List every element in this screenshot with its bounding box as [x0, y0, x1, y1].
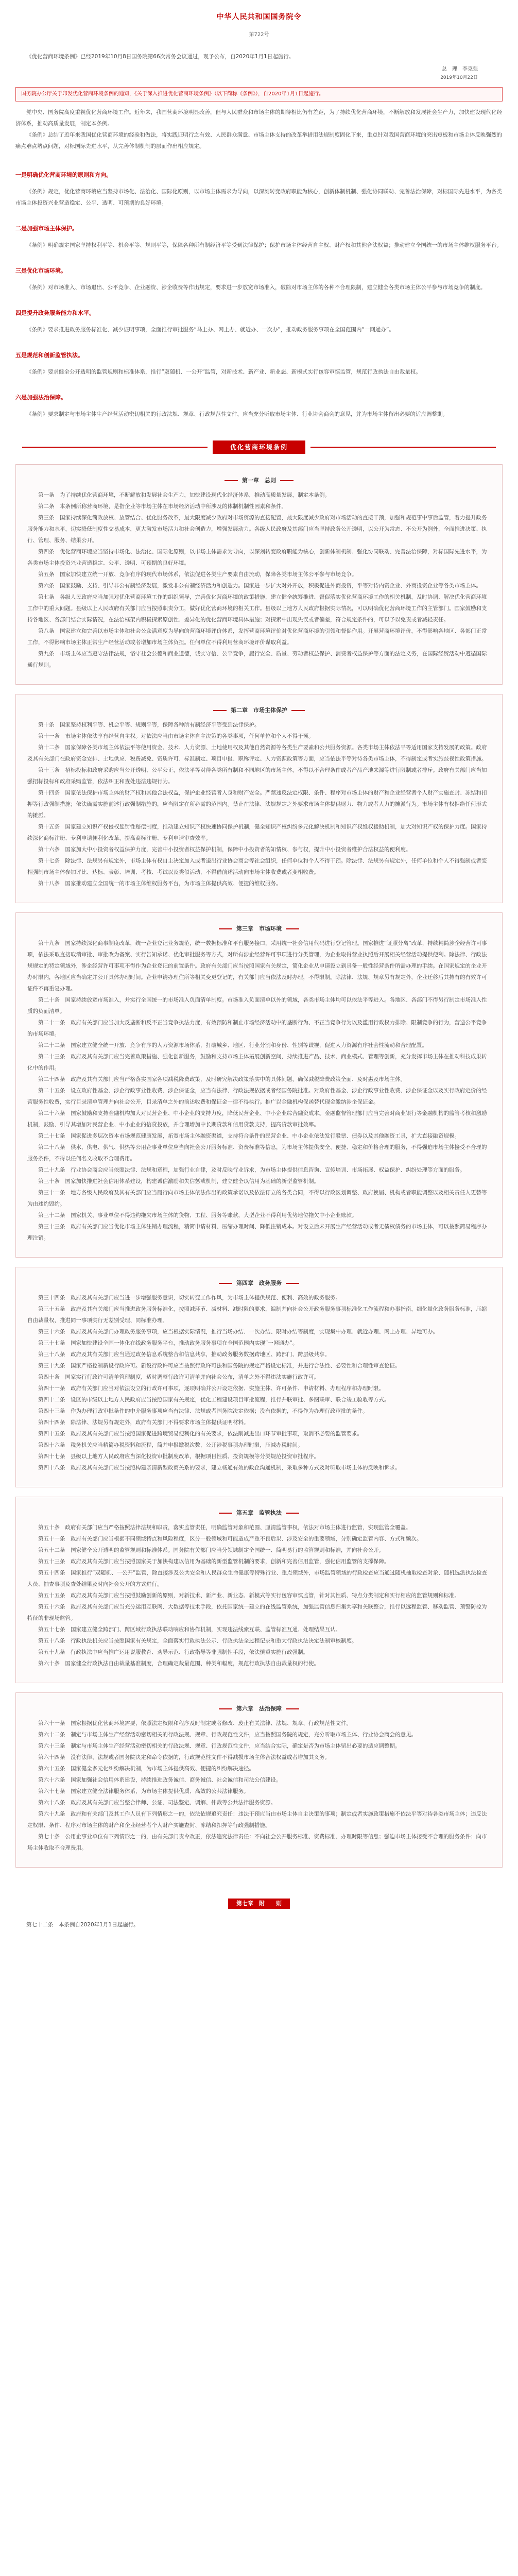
heading-dash-right — [286, 1708, 299, 1709]
heading-dash-left — [219, 928, 232, 929]
article-paragraph: 第五十五条 政府及其有关部门应当按照鼓励创新的原则，对新技术、新产业、新业态、新模式等实行包容审慎监管，针对其性质、特点分类制定和实行相应的监管规则和标准。 — [38, 1592, 460, 1599]
highlight-heading: 四是提升政务服务能力和水平。 — [15, 310, 95, 316]
heading-dash-right — [286, 928, 299, 929]
chapters-container — [15, 464, 503, 1868]
chapter-heading — [27, 706, 491, 714]
article-paragraph: 第四十八条 政府及其有关部门应当按照构建亲清新型政商关系的要求，建立畅通有效的政企沟通机制，采取多种方式及时听取市场主体的反映和诉求。 — [38, 1465, 401, 1471]
highlight-text: 《条例》要求健全公开透明的监管规则和标准体系，推行“双随机、一公开”监管，对新技术、新产业、新业态、新模式实行包容审慎监管，规范行政执法自由裁量权。 — [26, 369, 421, 375]
chapter-section — [15, 464, 503, 685]
article-paragraph: 第四十六条 税务机关应当精简办税资料和流程，简并申报缴税次数，公开涉税事项办理时限，压减办税时间。 — [38, 1442, 303, 1448]
highlight-heading: 一是明确优化营商环境的原则和方向。 — [15, 172, 112, 178]
article-paragraph: 第六十四条 没有法律、法规或者国务院决定和命令依据的，行政规范性文件不得减损市场主体合法权益或者增加其义务。 — [38, 1754, 330, 1760]
article-paragraph: 第六十五条 国家健全多元化纠纷解决机制，为市场主体提供高效、便捷的纠纷解决途径。 — [38, 1766, 254, 1772]
article-paragraph: 第二十五条 设立政府性基金、涉企行政事业性收费、涉企保证金，应当有法律、行政法规依据或者经国务院批准。对政府性基金、涉企行政事业性收费、涉企保证金以及实行政府定价的经营服务性收费，实行目录清单管理并向社会公开，目录清单之外的前述收费和保证金一律不得执行。推广以金融机构保函替代现金缴纳涉企保证金。 — [27, 1088, 487, 1105]
chapter-title: 第四章 政务服务 — [236, 1280, 282, 1286]
article-paragraph: 第五十九条 行政执法中应当推广运用说服教育、劝导示范、行政指导等非强制性手段，依法慎重实施行政强制。 — [38, 1649, 308, 1655]
highlight-text: 《条例》明确规定国家坚持权利平等、机会平等、规则平等，保障各种所有制经济平等受到法律保护；保护市场主体经营自主权、财产权和其他合法权益；推动建立全国统一的市场主体维权服务平台。 — [26, 242, 502, 248]
article-paragraph: 第五条 国家加快建立统一开放、竞争有序的现代市场体系，依法促进各类生产要素自由流动，保障各类市场主体公平参与市场竞争。 — [38, 571, 357, 578]
article-paragraph: 第三十一条 地方各级人民政府及其有关部门应当履行向市场主体依法作出的政策承诺以及依法订立的各类合同，不得以行政区划调整、政府换届、机构或者职能调整以及相关责任人更替等为由违约毁约。 — [27, 1190, 487, 1207]
article-paragraph: 第三十五条 政府及其有关部门应当推进政务服务标准化，按照减环节、减材料、减时限的要求，编制并向社会公开政务服务事项标准化工作流程和办事指南，细化量化政务服务标准，压缩自由裁量权，推进同一事项实行无差别受理、同标准办理。 — [27, 1306, 487, 1324]
article-paragraph: 第五十八条 行政执法机关应当按照国家有关规定，全面落实行政执法公示、行政执法全过程记录和重大行政执法决定法制审核制度。 — [38, 1638, 357, 1644]
chapter-section — [15, 1267, 503, 1487]
highlight-text: 《条例》规定，优化营商环境应当坚持市场化、法治化、国际化原则，以市场主体需求为导向，以深刻转变政府职能为核心，创新体制机制、强化协同联动、完善法治保障，对标国际先进水平，为各类市场主体投资兴业营造稳定、公平、透明、可预期的良好环境。 — [15, 189, 502, 206]
article-paragraph: 第六十一条 国家根据优化营商环境需要，依照法定权限和程序及时制定或者修改、废止有关法律、法规、规章、行政规范性文件。 — [38, 1720, 352, 1726]
intro-paragraphs — [15, 107, 503, 152]
article-paragraph: 第二十二条 国家建立健全统一开放、竞争有序的人力资源市场体系，打破城乡、地区、行业分割和身份、性别等歧视，促进人力资源有序社会性流动和合理配置。 — [38, 1042, 427, 1048]
article-paragraph: 第六十八条 政府及其有关部门应当整合律师、公证、司法鉴定、调解、仲裁等公共法律服务资源。 — [38, 1800, 276, 1806]
signature-title: 总 理 李克强 — [442, 66, 478, 72]
article-paragraph: 第六十七条 国家建立健全法律服务体系，为市场主体提供优质、高效的公共法律服务。 — [38, 1788, 249, 1794]
order-number: 第722号 — [249, 32, 269, 38]
chapter-section — [15, 1692, 503, 1868]
article-paragraph: 第三十九条 国家严格控制新设行政许可。新设行政许可应当按照行政许可法和国务院的规定严格设定标准，并进行合法性、必要性和合理性审查论证。 — [38, 1363, 401, 1369]
heading-dash-right — [286, 1283, 299, 1284]
highlight-heading: 六是加强法治保障。 — [15, 394, 66, 401]
article-paragraph: 第五十六条 政府及其有关部门应当充分运用互联网、大数据等技术手段，依托国家统一建立的在线监管系统，加强监管信息归集共享和关联整合，推行以远程监管、移动监管、预警防控为特征的非现场监管。 — [27, 1604, 487, 1621]
banner-rule-right — [310, 447, 496, 448]
article-paragraph: 第四条 优化营商环境应当坚持市场化、法治化、国际化原则，以市场主体需求为导向，以深刻转变政府职能为核心，创新体制机制、强化协同联动、完善法治保障，对标国际先进水平，为各类市场主体投资兴业营造稳定、公平、透明、可预期的良好环境。 — [27, 549, 487, 566]
article-paragraph: 第三十四条 政府及其有关部门应当进一步增强服务意识，切实转变工作作风，为市场主体提供规范、便利、高效的政务服务。 — [38, 1295, 341, 1301]
article-paragraph: 第二条 本条例所称营商环境，是指企业等市场主体在市场经济活动中所涉及的体制机制性因素和条件。 — [38, 503, 287, 510]
article-paragraph: 第二十三条 政府及其有关部门应当完善政策措施、强化创新服务，鼓励和支持市场主体拓展创新空间，持续推进产品、技术、商业模式、管理等创新，充分发挥市场主体在推动科技成果转化中的作用。 — [27, 1054, 487, 1071]
intro-paragraph: 党中央、国务院高度重视优化营商环境工作。近年来，我国营商环境明显改善，但与人民群众和市场主体的期待相比仍有差距，为了持续优化营商环境，不断解放和发展社会生产力，加快建设现代化经济体系，推动高质量发展，制定本条例。 — [15, 109, 502, 127]
heading-dash-left — [219, 1283, 232, 1284]
article-paragraph: 第二十七条 国家促进多层次资本市场规范健康发展，拓宽市场主体融资渠道，支持符合条件的民营企业、中小企业依法发行股票、债券以及其他融资工具，扩大直接融资规模。 — [38, 1133, 460, 1139]
article-paragraph: 第五十三条 政府及其有关部门应当按照国家关于加快构建以信用为基础的新型监管机制的要求，创新和完善信用监管，强化信用监管的支撑保障。 — [38, 1558, 390, 1565]
article-paragraph: 第二十四条 政府及其有关部门应当严格落实国家各项减税降费政策，及时研究解决政策落实中的具体问题，确保减税降费政策全面、及时惠及市场主体。 — [38, 1076, 406, 1082]
article-paragraph: 第三十条 国家加快推进社会信用体系建设，构建诚信激励和失信惩戒机制，建立健全以信用为基础的新型监管机制。 — [38, 1178, 319, 1184]
article-paragraph: 第四十一条 政府有关部门应当对依法设立的行政许可事项，逐项明确并公开设定依据、实施主体、许可条件、申请材料、办理程序和办理时限。 — [38, 1385, 384, 1392]
article-paragraph: 第七条 各级人民政府应当加强对优化营商环境工作的组织领导，完善优化营商环境的政策措施，建立健全统筹推进、督促落实优化营商环境工作的相关机制，及时协调、解决优化营商环境工作中的重大问题。县级以上人民政府有关部门应当按照职责分工，做好优化营商环境的相关工作。县级以上地方人民政府根据实际情况，可以明确优化营商环境工作的主管部门。国家鼓励和支持各地区、各部门结合实际情况，在法治框架内积极探索原创性、差异化的优化营商环境具体措施；对探索中出现失误或者偏差，符合规定条件的，可以予以免责或者减轻责任。 — [27, 594, 487, 623]
article-paragraph: 第十五条 国家建立知识产权侵权惩罚性赔偿制度，推动建立知识产权快速协同保护机制，健全知识产权纠纷多元化解决机制和知识产权维权援助机制，加大对知识产权的保护力度。国家持续深化商标注册、专利申请便利化改革，提高商标注册、专利申请审查效率。 — [27, 824, 487, 841]
article-paragraph: 第十九条 国家持续深化商事制度改革，统一企业登记业务规范，统一数据标准和平台服务接口，采用统一社会信用代码进行登记管理。国家推进“证照分离”改革，持续精简涉企经营许可事项，依法采取直接取消审批、审批改为备案、实行告知承诺、优化审批服务等方式，对所有涉企经营许可事项进行分类管理，为企业取得营业执照后开展相关经营活动提供便利。除法律、行政法规规定的特定领域外，涉企经营许可事项不得作为企业登记的前置条件。政府有关部门应当按照国家有关规定，简化企业从申请设立到具备一般性经营条件所需办理的手续。在国家规定的企业开办时限内，各地区应当确定并公开具体办理时间。企业申请办理住所等相关变更登记的，有关部门应当依法及时办理，不得限制。除法律、法规、规章另有规定外，企业迁移后其持有的有效许可证件不再重复办理。 — [27, 940, 487, 992]
chapter-section — [15, 694, 503, 903]
banner-label: 优化营商环境条例 — [230, 444, 288, 451]
article-paragraph: 第三十八条 政府及其有关部门应当通过政务信息系统整合和信息共享，推动政务服务数据跨地区、跨部门、跨层级共享。 — [38, 1351, 330, 1358]
highlights-section — [15, 171, 503, 420]
article-paragraph: 第二十条 国家持续放宽市场准入，并实行全国统一的市场准入负面清单制度。市场准入负面清单以外的领域，各类市场主体均可以依法平等进入。各地区、各部门不得另行制定市场准入性质的负面清单。 — [27, 997, 487, 1014]
article-paragraph: 第三十六条 政府及其有关部门办理政务服务事项，应当根据实际情况，推行当场办结、一次办结、限时办结等制度，实现集中办理、就近办理、网上办理、异地可办。 — [38, 1329, 438, 1335]
article-paragraph: 第六十条 国家健全行政执法自由裁量基准制度，合理确定裁量范围、种类和幅度，规范行政执法自由裁量权的行使。 — [38, 1660, 319, 1667]
article-paragraph: 第三十三条 政府有关部门应当优化市场主体注销办理流程，精简申请材料、压缩办理时间、降低注销成本。对设立后未开展生产经营活动或者无债权债务的市场主体，可以按照简易程序办理注销。 — [27, 1224, 487, 1241]
article-paragraph: 第十四条 国家依法保护市场主体的财产权和其他合法权益，保护企业经营者人身和财产安全。严禁违反法定权限、条件、程序对市场主体的财产和企业经营者个人财产实施查封、冻结和扣押等行政强制措施；依法确需实施前述行政强制措施的，应当限定在所必需的范围内。禁止在法律、法规规定之外要求市场主体提供财力、物力或者人力的摊派行为。市场主体有权拒绝任何形式的摊派。 — [27, 790, 487, 819]
chapter-heading — [27, 924, 491, 933]
article-paragraph: 第六十九条 政府和有关部门及其工作人员有下列情形之一的，依法依规追究责任：违法干预应当由市场主体自主决策的事项；制定或者实施政策措施不依法平等对待各类市场主体；违反法定权限、条件、程序对市场主体的财产和企业经营者个人财产实施查封、冻结和扣押等行政强制措施。 — [27, 1811, 487, 1828]
article-paragraph: 第四十二条 设区的市级以上地方人民政府应当按照国家有关规定，优化工程建设项目审批流程，推行并联审批、多图联审、联合竣工验收等方式。 — [38, 1397, 390, 1403]
article-paragraph: 第五十一条 政府有关部门应当根据不同领域特点和风险程度，区分一般领域和可能造成严重不良后果、涉及安全的重要领域，分别确定监管内容、方式和频次。 — [38, 1536, 422, 1542]
article-paragraph: 第二十一条 政府有关部门应当加大反垄断和反不正当竞争执法力度，有效预防和制止市场经济活动中的垄断行为、不正当竞争行为以及滥用行政权力排除、限制竞争的行为，营造公平竞争的市场环境。 — [27, 1020, 487, 1037]
article-paragraph: 第四十条 国家实行行政许可清单管理制度，适时调整行政许可清单并向社会公布，清单之外不得违法实施行政许可。 — [38, 1374, 319, 1380]
chapter-title: 第一章 总则 — [242, 477, 276, 484]
article-paragraph: 第四十七条 县级以上地方人民政府应当深化投资审批制度改革，根据项目性质、投资规模等分类规范投资审批程序。 — [38, 1453, 319, 1460]
chapter-heading — [27, 1279, 491, 1287]
article-paragraph: 第八条 国家建立和完善以市场主体和社会公众满意度为导向的营商环境评价体系，发挥营商环境评价对优化营商环境的引领和督促作用。开展营商环境评价，不得影响各地区、各部门正常工作，不得影响市场主体正常生产经营活动或者增加市场主体负担。任何单位不得利用营商环境评价谋取利益。 — [27, 628, 487, 646]
highlight-text: 《条例》对市场准入、市场退出、公平竞争、企业融资、涉企收费等作出规定，要求进一步放宽市场准入，破除对市场主体的各种不合理限制，建立健全各类市场主体公平参与市场竞争的制度。 — [26, 284, 486, 291]
chapter-section — [15, 912, 503, 1258]
article-paragraph: 第二十八条 供水、供电、供气、供热等公用企事业单位应当向社会公开服务标准、资费标准等信息，为市场主体提供安全、便捷、稳定和价格合理的服务，不得强迫市场主体接受不合理的服务条件，不得以任何名义收取不合理费用。 — [27, 1144, 487, 1162]
final-article: 第七十二条 本条例自2020年1月1日起施行。 — [26, 1922, 139, 1928]
article-paragraph: 第四十五条 政府及其有关部门应当按照国家促进跨境贸易便利化的有关要求，依法削减进出口环节审批事项，取消不必要的监管要求。 — [38, 1431, 362, 1437]
article-paragraph: 第六十三条 制定与市场主体生产经营活动密切相关的行政法规、规章、行政规范性文件，应当结合实际，确定是否为市场主体留出必要的适应调整期。 — [38, 1743, 401, 1749]
article-paragraph: 第六十六条 国家加强社会信用体系建设，持续推进政务诚信、商务诚信、社会诚信和司法公信建设。 — [38, 1777, 282, 1783]
banner-rule-left — [22, 447, 208, 448]
highlight-text: 《条例》要求制定与市场主体生产经营活动密切相关的行政法规、规章、行政规范性文件，应当充分听取市场主体、行业协会商会的意见，并为市场主体留出必要的适应调整期。 — [26, 411, 448, 417]
signature-date: 2019年10月22日 — [440, 75, 478, 80]
heading-dash-left — [219, 1708, 232, 1709]
signature-block — [15, 65, 503, 82]
chapter-section — [15, 1497, 503, 1683]
article-paragraph: 第二十六条 国家鼓励和支持金融机构加大对民营企业、中小企业的支持力度，降低民营企业、中小企业综合融资成本。金融监督管理部门应当完善对商业银行等金融机构的监管考核和激励机制，鼓励、引导其增加对民营企业、中小企业的信贷投放，并合理增加中长期贷款和信用贷款支持，提高贷款审批效率。 — [27, 1110, 487, 1128]
highlight-text: 《条例》要求推进政务服务标准化、减少证明事项，全面推行审批服务“马上办、网上办、就近办、一次办”，推动政务服务事项在全国范围内“一网通办”。 — [26, 327, 394, 333]
article-paragraph: 第五十条 政府有关部门应当严格按照法律法规和职责，落实监管责任，明确监管对象和范围、厘清监管事权，依法对市场主体进行监管，实现监管全覆盖。 — [38, 1524, 411, 1531]
chapter-title: 第三章 市场环境 — [236, 925, 282, 932]
heading-dash-right — [286, 1513, 299, 1514]
heading-dash-right — [291, 710, 305, 711]
chapter-heading — [27, 1704, 491, 1713]
highlight-heading: 三是优化市场环境。 — [15, 267, 66, 274]
article-paragraph: 第六条 国家鼓励、支持、引导非公有制经济发展，激发非公有制经济活力和创造力。国家进一步扩大对外开放，积极促进外商投资，平等对待内资企业、外商投资企业等各类市场主体。 — [38, 583, 481, 589]
article-paragraph: 第一条 为了持续优化营商环境，不断解放和发展社会生产力，加快建设现代化经济体系，推动高质量发展，制定本条例。 — [38, 492, 330, 498]
heading-dash-left — [213, 710, 227, 711]
article-paragraph: 第十六条 国家加大中小投资者权益保护力度，完善中小投资者权益保护机制，保障中小投资者的知情权、参与权，提升中小投资者维护合法权益的便利度。 — [38, 846, 411, 853]
article-paragraph: 第五十四条 国家推行“双随机、一公开”监管，除直接涉及公共安全和人民群众生命健康等特殊行业、重点领域外，市场监管领域的行政检查应当通过随机抽取检查对象、随机选派执法检查人员、抽查事项及查处结果及时向社会公开的方式进行。 — [27, 1570, 487, 1587]
highlight-heading: 五是规范和创新监管执法。 — [15, 352, 83, 359]
article-paragraph: 第十一条 市场主体依法享有经营自主权。对依法应当由市场主体自主决策的各类事项，任何单位和个人不得干预。 — [38, 733, 314, 739]
chapter-title: 第二章 市场主体保护 — [231, 707, 287, 714]
chapter-heading — [27, 1509, 491, 1517]
article-paragraph: 第十二条 国家保障各类市场主体依法平等使用资金、技术、人力资源、土地使用权及其他自然资源等各类生产要素和公共服务资源。各类市场主体依法平等适用国家支持发展的政策。政府及其有关部门在政府资金安排、土地供应、税费减免、资质许可、标准制定、项目申报、职称评定、人力资源政策等方面，应当依法平等对待各类市场主体，不得制定或者实施歧视性政策措施。 — [27, 744, 487, 762]
article-paragraph: 第三条 国家持续深化简政放权、放管结合、优化服务改革，最大限度减少政府对市场资源的直接配置，最大限度减少政府对市场活动的直接干预，加强和规范事中事后监管，着力提升政务服务能力和水平，切实降低制度性交易成本，更大激发市场活力和社会创造力，增强发展动力。各级人民政府及其部门应当坚持政务公开透明，以公开为常态、不公开为例外，全面推进决策、执行、管理、服务、结果公开。 — [27, 515, 487, 544]
heading-dash-left — [225, 480, 238, 481]
article-paragraph: 第四十四条 除法律、法规另有规定外，政府有关部门不得要求市场主体提供证明材料。 — [38, 1419, 249, 1426]
article-paragraph: 第十八条 国家推动建立全国统一的市场主体维权服务平台，为市场主体提供高效、便捷的维权服务。 — [38, 880, 282, 887]
article-paragraph: 第五十七条 国家建立健全跨部门、跨区域行政执法联动响应和协作机制，实现违法线索互联、监管标准互通、处理结果互认。 — [38, 1626, 341, 1633]
article-paragraph: 第三十七条 国家加快建设全国一体化在线政务服务平台，推动政务服务事项在全国范围内实现“一网通办”。 — [38, 1340, 298, 1346]
article-paragraph: 第七十条 公用企事业单位有下列情形之一的，由有关部门责令改正，依法追究法律责任：不向社会公开服务标准、资费标准、办理时限等信息；强迫市场主体接受不合理的服务条件；向市场主体收取不合理费用。 — [27, 1834, 487, 1851]
heading-dash-left — [219, 1513, 232, 1514]
page-container — [15, 0, 503, 1930]
intro-notice-box: 国务院办公厅关于印发优化营商环境条例的通知，《关于深入推进优化营商环境条例》（以下简称《条例》），自2020年1月1日起施行。 — [15, 87, 503, 101]
chapter-title: 第六章 法治保障 — [236, 1705, 282, 1712]
article-paragraph: 第二十九条 行业协会商会应当依照法律、法规和章程，加强行业自律，及时反映行业诉求，为市场主体提供信息咨询、宣传培训、市场拓展、权益保护、纠纷处理等方面的服务。 — [38, 1167, 465, 1173]
article-paragraph: 第四十三条 作为办理行政审批条件的中介服务事项应当有法律、法规或者国务院决定依据；没有依据的，不得作为办理行政审批的条件。 — [38, 1408, 368, 1414]
decree-text: 《优化营商环境条例》已经2019年10月8日国务院第66次常务会议通过，现予公布，自2020年1月1日起施行。 — [26, 54, 295, 60]
article-paragraph: 第十三条 招标投标和政府采购应当公开透明、公平公正，依法平等对待各类所有制和不同地区的市场主体，不得以不合理条件或者产品产地来源等进行限制或者排斥。政府有关部门应当加强招标投标和政府采购监管，依法纠正和查处违法违规行为。 — [27, 767, 487, 785]
intro-paragraph: 《条例》总结了近年来我国优化营商环境的经验和做法，将实践证明行之有效、人民群众满意、市场主体支持的改革举措用法规制度固化下来，重点针对我国营商环境的突出短板和市场主体反映强烈的痛点难点堵点问题，对标国际先进水平，从完善体制机制的层面作出相应规定。 — [15, 132, 502, 149]
article-paragraph: 第十七条 除法律、法规另有规定外，市场主体有权自主决定加入或者退出行业协会商会等社会组织，任何单位和个人不得干预。除法律、法规另有规定外，任何单位和个人不得强制或者变相强制市场主体参加评比、达标、表彰、培训、考核、考试以及类似活动，不得借前述活动向市场主体收费或者变相收费。 — [27, 858, 487, 875]
article-paragraph: 第十条 国家坚持权利平等、机会平等、规则平等，保障各种所有制经济平等受到法律保护。 — [38, 722, 260, 728]
highlight-heading: 二是加强市场主体保护。 — [15, 225, 78, 232]
chapter-title: 第五章 监管执法 — [236, 1510, 282, 1516]
final-chapter-title: 第七章 附 则 — [228, 1899, 290, 1909]
article-paragraph: 第六十二条 制定与市场主体生产经营活动密切相关的行政法规、规章、行政规范性文件，应当按照国务院的规定，充分听取市场主体、行业协会商会的意见。 — [38, 1732, 417, 1738]
regulation-banner — [213, 440, 305, 454]
heading-dash-right — [280, 480, 293, 481]
article-paragraph: 第九条 市场主体应当遵守法律法规，恪守社会公德和商业道德，诚实守信、公平竞争，履行安全、质量、劳动者权益保护、消费者权益保护等方面的法定义务，在国际经贸活动中遵循国际通行规则。 — [27, 651, 487, 668]
page-title: 中华人民共和国国务院令 — [216, 13, 302, 21]
chapter-heading — [27, 476, 491, 484]
article-paragraph: 第三十二条 国家机关、事业单位不得违约拖欠市场主体的货物、工程、服务等账款，大型企业不得利用优势地位拖欠中小企业账款。 — [38, 1212, 357, 1218]
article-paragraph: 第五十二条 国家健全公开透明的监管规则和标准体系。国务院有关部门应当分领域制定全国统一、简明易行的监管规则和标准，并向社会公开。 — [38, 1547, 384, 1553]
